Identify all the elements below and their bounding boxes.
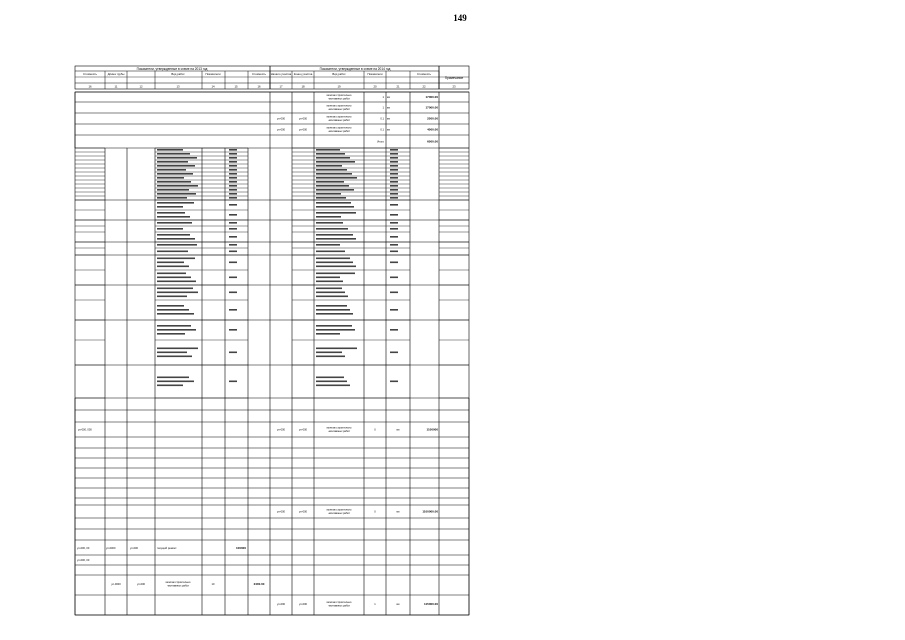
total-label: Итого [377,140,384,144]
illegible-qty-right [390,185,398,187]
work-type: монтаж строительно [326,601,352,605]
work-cost: 17000.00 [425,105,438,110]
segment-end: ул-000 [299,603,307,606]
header-left-group-text: Показатели, утвержденные в схеме на 2013 год [136,66,208,71]
illegible-work-left [157,277,191,279]
illegible-work-left [157,381,194,383]
header-column-label: Вид работ [171,72,185,76]
illegible-work-left [157,206,183,208]
work-cost: 1100000.00 [422,509,438,514]
illegible-qty-left [229,262,237,264]
work-type: монтаж строительно [326,126,352,130]
segment-end: ул-000 [130,547,138,550]
illegible-qty-left [229,193,237,195]
illegible-qty-right [390,149,398,151]
work-type-cont: -монтажных работ [327,512,351,516]
illegible-work-left [157,157,197,159]
header-column-number: 16 [257,84,261,89]
illegible-work-right [316,288,342,290]
illegible-work-left [157,153,190,155]
illegible-work-left [157,169,186,171]
segment-end: ул-000 [299,510,307,514]
illegible-work-left [157,251,188,253]
header-column-label: Показатели [367,72,383,76]
header-column-label: Конец участка [293,72,313,76]
work-qty: 10 [211,583,215,586]
illegible-qty-right [390,214,398,216]
header-column-label: Стоимость [251,72,267,76]
illegible-qty-left [229,161,237,163]
illegible-work-right [316,165,342,167]
illegible-work-left [157,197,187,199]
work-cost: 115000.00 [423,602,438,606]
illegible-work-left [157,288,193,290]
illegible-work-left [157,181,191,183]
illegible-work-left [157,352,187,354]
illegible-work-right [316,181,344,183]
illegible-work-left [157,305,184,307]
illegible-qty-left [229,169,237,171]
work-qty: 0.1 [380,117,384,121]
illegible-qty-left [229,352,237,354]
work-unit: км [396,510,400,514]
header-column-label: Показатели [205,72,221,76]
illegible-work-right [316,329,355,331]
illegible-work-right [316,197,346,199]
illegible-work-right [316,356,345,358]
illegible-qty-left [229,309,237,311]
illegible-work-right [316,193,341,195]
illegible-work-right [316,385,350,387]
segment-end: ул-000 [299,128,307,132]
illegible-qty-left [229,222,237,224]
illegible-qty-left [229,329,237,331]
illegible-qty-right [390,309,398,311]
header-column-number: 12 [139,84,143,89]
illegible-qty-right [390,189,398,191]
work-type-cont: -монтажных работ [327,130,351,134]
illegible-work-right [316,296,348,298]
illegible-qty-left [229,277,237,279]
header-column-number: 11 [114,84,118,89]
illegible-work-right [316,177,357,179]
illegible-qty-right [390,161,398,163]
work-type: монтаж строительно [326,508,352,512]
header-column-number: 18 [301,84,305,89]
header-column-number: 23 [452,84,456,89]
illegible-work-right [316,234,353,236]
illegible-qty-left [229,292,237,294]
illegible-work-right [316,309,350,311]
header-column-number: 13 [176,84,180,89]
illegible-qty-left [229,149,237,151]
illegible-work-left [157,281,196,283]
illegible-work-left [157,262,184,264]
illegible-qty-right [390,236,398,238]
illegible-work-right [316,292,345,294]
illegible-qty-right [390,244,398,246]
work-qty: 1 [382,106,384,110]
header-column-number: 14 [211,84,215,89]
illegible-work-right [316,266,356,268]
segment-end: ул-000 [137,583,145,586]
segment-start: ул-000 [277,603,285,606]
work-unit: км [387,106,390,110]
illegible-qty-left [229,177,237,179]
work-unit: км [396,603,400,606]
illegible-work-left [157,333,185,335]
illegible-qty-left [229,251,237,253]
work-type-cont: -монтажных работ [327,604,351,608]
illegible-work-right [316,381,347,383]
work-cost: 1100000 [426,427,438,432]
illegible-work-left [157,377,189,379]
illegible-qty-right [390,165,398,167]
header-column-label: Стоимость [416,72,432,76]
illegible-qty-right [390,352,398,354]
illegible-work-left [157,244,197,246]
header-column-number: 19 [337,84,341,89]
work-type: монтаж строительно [326,426,352,430]
illegible-work-right [316,206,354,208]
illegible-work-right [316,325,352,327]
illegible-qty-right [390,262,398,264]
header-column-number: 22 [422,84,426,89]
illegible-work-left [157,165,195,167]
work-qty: 0 [374,428,376,432]
illegible-qty-left [229,197,237,199]
work-type-cont: -монтажных работ [327,108,351,112]
segment-end: ул-000 [299,117,307,121]
header-column-label: Длина трубы [107,72,125,76]
work-cost: 17000.00 [425,95,438,99]
illegible-work-right [316,161,355,163]
work-cost: 2500.00 [427,116,438,121]
illegible-work-right [316,305,347,307]
illegible-qty-right [390,169,398,171]
header-column-label: Начало участка [270,72,292,76]
header-column-number: 21 [396,84,400,89]
illegible-qty-right [390,292,398,294]
illegible-work-right [316,157,350,159]
work-unit: км [387,117,390,121]
illegible-qty-right [390,177,398,179]
segment-start: ул-000 [277,510,285,514]
illegible-work-right [316,173,352,175]
illegible-work-right [316,238,356,240]
work-qty: 1 [382,96,384,99]
work-cost: 100000 [235,546,246,550]
header-column-number: 15 [234,84,238,89]
illegible-work-left [157,234,190,236]
header-column-label: Вид работ [332,72,346,76]
header-note-text: Примечание [444,76,464,80]
header-column-number: 20 [373,84,377,89]
illegible-qty-left [229,153,237,155]
illegible-qty-left [229,228,237,230]
segment-start: ул-000 [277,428,285,432]
illegible-qty-right [390,329,398,331]
segment-end: ул-000 [299,428,307,432]
illegible-work-left [157,212,185,214]
illegible-work-right [316,377,344,379]
work-type-cont: -монтажных работ [166,584,190,588]
header-column-label: Стоимость [82,72,98,76]
work-type: монтаж строительно [326,104,352,108]
illegible-qty-left [229,236,237,238]
illegible-work-left [157,325,191,327]
illegible-work-right [316,262,353,264]
work-qty: 1 [374,603,376,606]
illegible-qty-right [390,173,398,175]
segment-start: ул-000 [277,128,285,132]
illegible-qty-right [390,157,398,159]
illegible-work-left [157,185,198,187]
illegible-work-right [316,244,340,246]
work-unit: км [396,428,400,432]
illegible-work-left [157,266,189,268]
illegible-work-right [316,202,351,204]
work-type-cont: -монтажных работ [327,97,351,101]
work-cost: 6000.00 [427,139,438,144]
header-column-number: 17 [279,84,283,89]
illegible-work-right [316,258,350,260]
illegible-work-right [316,313,353,315]
illegible-work-right [316,273,355,275]
header-right-group-text: Показатели, утвержденные в схеме на 2014 год [319,66,391,71]
illegible-work-right [316,153,345,155]
illegible-work-left [157,296,187,298]
illegible-work-right [316,185,349,187]
work-type-cont: -монтажных работ [327,119,351,123]
illegible-qty-left [229,244,237,246]
illegible-work-left [157,258,195,260]
illegible-qty-left [229,381,237,383]
illegible-qty-right [390,197,398,199]
illegible-work-left [157,222,192,224]
illegible-work-left [157,329,196,331]
work-cost: 4000.00 [427,127,438,132]
illegible-work-left [157,228,183,230]
illegible-qty-right [390,381,398,383]
illegible-qty-right [390,204,398,206]
illegible-qty-right [390,228,398,230]
illegible-work-left [157,348,198,350]
work-type: текущий ремонт [157,547,177,550]
work-cost: 2400.00 [253,582,265,586]
work-type: монтаж строительно [326,94,352,98]
illegible-work-right [316,189,354,191]
illegible-work-right [316,348,357,350]
illegible-work-right [316,281,343,283]
segment-start: ул-000 [277,117,285,121]
illegible-work-left [157,189,189,191]
illegible-qty-left [229,173,237,175]
work-qty: 0 [374,510,376,514]
work-type: монтаж строительно [165,581,191,585]
illegible-work-left [157,385,183,387]
illegible-qty-right [390,181,398,183]
illegible-work-left [157,216,190,218]
illegible-work-left [157,238,195,240]
segment-start: ул-0000 [106,547,116,550]
segment-left: ул-000, 000 [78,428,92,432]
illegible-qty-right [390,251,398,253]
illegible-qty-left [229,185,237,187]
illegible-work-left [157,292,198,294]
illegible-work-right [316,333,340,335]
illegible-work-right [316,149,340,151]
illegible-qty-left [229,189,237,191]
illegible-work-left [157,356,192,358]
illegible-work-right [316,212,356,214]
illegible-work-right [316,169,347,171]
illegible-work-right [316,352,342,354]
illegible-qty-left [229,181,237,183]
illegible-qty-right [390,193,398,195]
work-unit: км [387,128,390,132]
cost-left: ул-000, 00 [77,547,90,550]
illegible-work-left [157,149,183,151]
illegible-work-left [157,173,193,175]
table-grid [75,66,469,615]
illegible-work-right [316,251,345,253]
illegible-qty-right [390,277,398,279]
illegible-qty-left [229,204,237,206]
illegible-qty-left [229,214,237,216]
illegible-qty-left [229,157,237,159]
work-type: монтаж строительно [326,115,352,119]
segment-start: ул-0000 [111,583,121,586]
illegible-work-left [157,177,184,179]
illegible-work-right [316,277,340,279]
page-number: 149 [453,13,467,23]
header-column-number: 16 [88,84,92,89]
illegible-qty-right [390,222,398,224]
illegible-work-left [157,193,196,195]
illegible-qty-right [390,153,398,155]
illegible-work-left [157,202,194,204]
illegible-work-right [316,216,341,218]
illegible-work-left [157,161,188,163]
illegible-work-left [157,273,186,275]
illegible-work-right [316,222,343,224]
illegible-work-left [157,313,194,315]
illegible-work-right [316,228,348,230]
work-qty: 0.1 [380,128,384,132]
work-unit: км [387,96,390,99]
illegible-qty-left [229,165,237,167]
illegible-work-left [157,309,189,311]
work-type-cont: -монтажных работ [327,430,351,434]
cost-left: ул-000, 00 [77,559,90,562]
